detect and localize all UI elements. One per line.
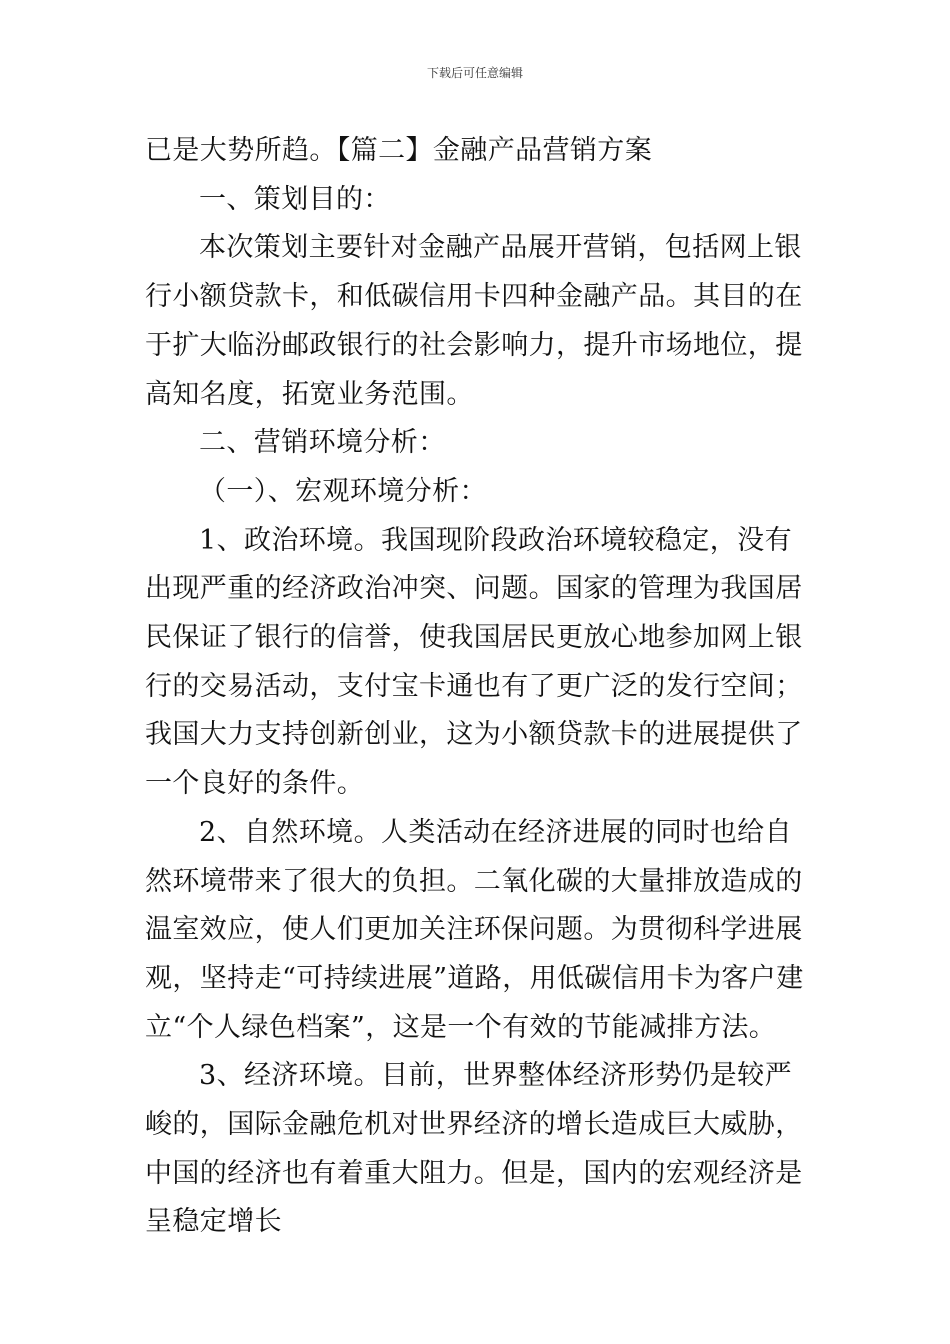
paragraph: 1、政治环境。我国现阶段政治环境较稳定，没有出现严重的经济政治冲突、问题。国家的管理为我国居民保证了银行的信誉，使我国居民更放心地参加网上银行的交易活动，支付宝卡通也有了更广泛的发行空间；我国大力支持创新创业，这为小额贷款卡的进展提供了一个良好的条件。 (145, 524, 803, 800)
section-heading: 一、策划目的： (199, 183, 391, 215)
page-header: 下载后可任意编辑 (426, 66, 523, 80)
subsection-heading: （一）、宏观环境分析： (199, 475, 487, 507)
paragraph: 已是大势所趋。【篇二】金融产品营销方案 (145, 135, 653, 166)
paragraph: 本次策划主要针对金融产品展开营销，包括网上银行小额贷款卡，和低碳信用卡四种金融产品。其目的在于扩大临汾邮政银行的社会影响力，提升市场地位，提高知名度，拓宽业务范围。 (145, 232, 803, 410)
paragraph: 2、自然环境。人类活动在经济进展的同时也给自然环境带来了很大的负担。二氧化碳的大量排放造成的温室效应，使人们更加关注环保问题。为贯彻科学进展观，坚持走“可持续进展”道路，用低碳信用卡为客户建立“个人绿色档案”，这是一个有效的节能减排方法。 (145, 816, 804, 1043)
document-body (145, 127, 810, 1247)
section-heading: 二、营销环境分析： (199, 427, 446, 459)
paragraph: 3、经济环境。目前，世界整体经济形势仍是较严峻的，国际金融危机对世界经济的增长造成巨大威胁，中国的经济也有着重大阻力。但是，国内的宏观经济是呈稳定增长 (145, 1060, 803, 1238)
